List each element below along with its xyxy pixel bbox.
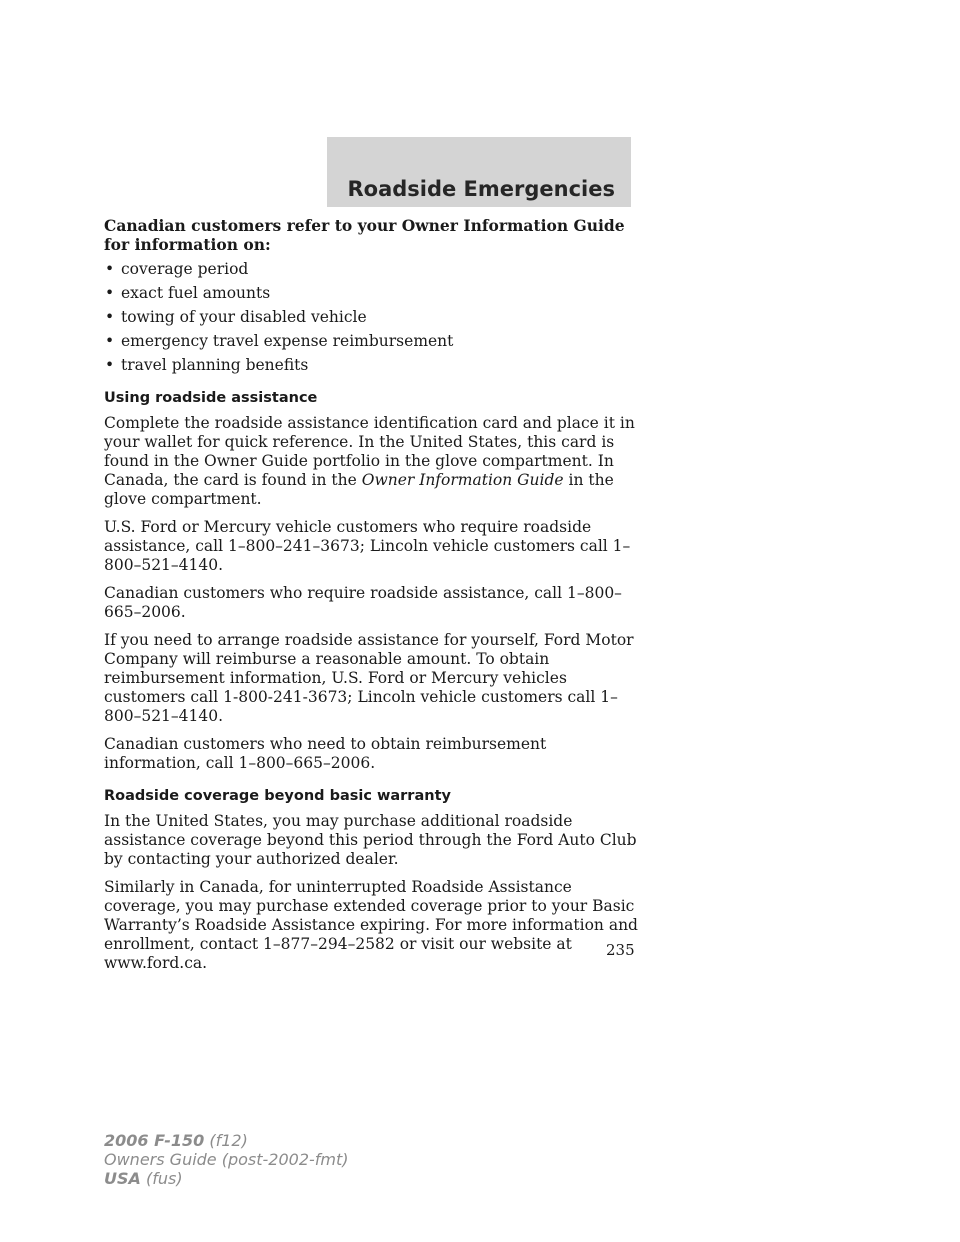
list-item-text: emergency travel expense reimbursement [121,332,454,350]
list-item-text: exact fuel amounts [121,284,271,302]
footer-region-code: (fus) [140,1169,183,1188]
bullet-icon: • [105,284,115,302]
guide-title-italic: Owner Information Guide [361,471,564,489]
page-number: 235 [606,941,635,959]
bullet-icon: • [105,332,115,350]
list-item [104,284,644,303]
list-item [104,308,644,327]
paragraph-canada-extended-coverage: Similarly in Canada, for uninterrupted Roadside Assistance coverage, you may purchase extended coverage prior to your Basic Warranty’s Roadside Assistance expiring. For more information and enrollment, contact 1–877–294–2582 or visit our website at www.ford.ca. [104,878,638,972]
subheading-using-roadside-assistance: Using roadside assistance [104,390,318,406]
list-item [104,356,644,375]
footer-line-region [104,1169,349,1188]
bullet-icon: • [105,308,115,326]
footer-line-guide: Owners Guide (post-2002-fmt) [104,1150,349,1169]
paragraph-reimbursement: If you need to arrange roadside assistance for yourself, Ford Motor Company will reimburse a reasonable amount. To obtain reimbursement information, U.S. Ford or Mercury vehicles customers call 1-800-241-3673; Lincoln vehicle customers call 1–800–521–4140. [104,631,634,725]
paragraph-us-additional-coverage: In the United States, you may purchase additional roadside assistance coverage beyond this period through the Ford Auto Club by contacting your authorized dealer. [104,812,637,868]
list-item-text: coverage period [121,260,249,278]
footer-model-name: 2006 F-150 [104,1131,205,1150]
paragraph-text: Complete the roadside assistance identification card and place it in your wallet for quick reference. In the United States, this card is found in the Owner Guide portfolio in the glove compartment. In Canada, the card is found in the [104,414,635,489]
section-title: Roadside Emergencies [347,177,615,201]
list-item [104,260,644,279]
section-header-band [327,137,631,207]
list-item-text: travel planning benefits [121,356,309,374]
paragraph-id-card [104,414,644,509]
paragraph-canada-reimbursement: Canadian customers who need to obtain reimbursement information, call 1–800–665–2006. [104,735,547,772]
paragraph-us-phone: U.S. Ford or Mercury vehicle customers who require roadside assistance, call 1–800–241–3673; Lincoln vehicle customers call 1–800–521–4140. [104,518,631,574]
subheading-coverage-beyond-warranty: Roadside coverage beyond basic warranty [104,788,451,804]
footer-model-code: (f12) [204,1131,248,1150]
list-item-text: towing of your disabled vehicle [121,308,367,326]
info-bullet-list [104,260,644,375]
intro-text: Canadian customers refer to your Owner Information Guide for information on: [104,216,625,254]
footer-line-model [104,1131,349,1150]
bullet-icon: • [105,356,115,374]
document-footer [104,1131,349,1188]
footer-region-name: USA [104,1169,141,1188]
bullet-icon: • [105,260,115,278]
list-item [104,332,644,351]
page-content [104,216,644,982]
paragraph-text: in the glove compartment. [104,471,614,508]
paragraph-canada-phone: Canadian customers who require roadside assistance, call 1–800–665–2006. [104,584,622,621]
